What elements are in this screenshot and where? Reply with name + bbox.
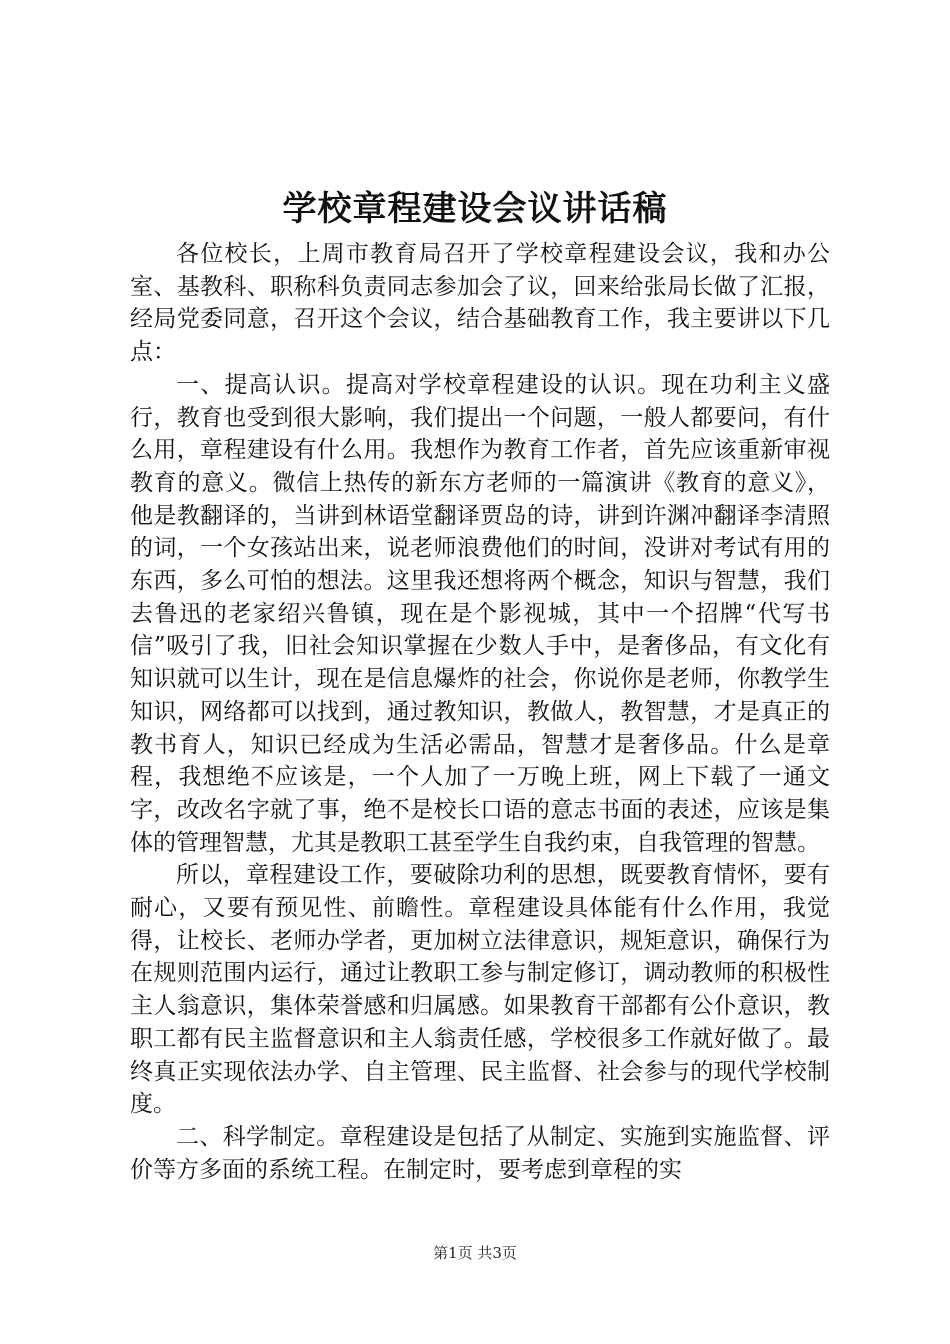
paragraph-conclusion-one: 所以，章程建设工作，要破除功利的思想，既要教育情怀，要有耐心，又要有预见性、前瞻性。章程建设具体能有什么作用，我觉得，让校长、老师办学者，更加树立法律意识，规矩意识，确保行为在规则范围内运行，通过让教职工参与制定修订，调动教师的积极性主人翁意识，集体荣誉感和归属感。如果教育干部都有公仆意识，教职工都有民主监督意识和主人翁责任感，学校很多工作就好做了。最终真正实现依法办学、自主管理、民主监督、社会参与的现代学校制度。 (130, 862, 830, 1118)
paragraph-section-one: 一、提高认识。提高对学校章程建设的认识。现在功利主义盛行，教育也受到很大影响，我们提出一个问题，一般人都要问，有什么用，章程建设有什么用。我想作为教育工作者，首先应该重新审视教育的意义。微信上热传的新东方老师的一篇演讲《教育的意义》，他是教翻译的，当讲到林语堂翻译贾岛的诗，讲到许渊冲翻译李清照的词，一个女孩站出来，说老师浪费他们的时间，没讲对考试有用的东西，多么可怕的想法。这里我还想将两个概念，知识与智慧，我们去鲁迅的老家绍兴鲁镇，现在是个影视城，其中一个招牌“代写书信”吸引了我，旧社会知识掌握在少数人手中，是奢侈品，有文化有知识就可以生计，现在是信息爆炸的社会，你说你是老师，你教学生知识，网络都可以找到，通过教知识，教做人，教智慧，才是真正的教书育人，知识已经成为生活必需品，智慧才是奢侈品。什么是章程，我想绝不应该是，一个人加了一万晚上班，网上下载了一通文字，改改名字就了事，绝不是校长口语的意志书面的表述，应该是集体的管理智慧，尤其是教职工甚至学生自我约束，自我管理的智慧。 (130, 371, 830, 856)
paragraph-intro: 各位校长，上周市教育局召开了学校章程建设会议，我和办公室、基教科、职称科负责同志参加会了议，回来给张局长做了汇报，经局党委同意，召开这个会议，结合基础教育工作，我主要讲以下几点： (130, 241, 830, 366)
paragraph-section-two: 二、科学制定。章程建设是包括了从制定、实施到实施监督、评价等方多面的系统工程。在制定时，要考虑到章程的实 (130, 1123, 830, 1183)
page-footer: 第1页 共3页 (433, 1244, 517, 1262)
document-body (130, 238, 830, 1186)
document-title: 学校章程建设会议讲话稿 (282, 189, 668, 229)
